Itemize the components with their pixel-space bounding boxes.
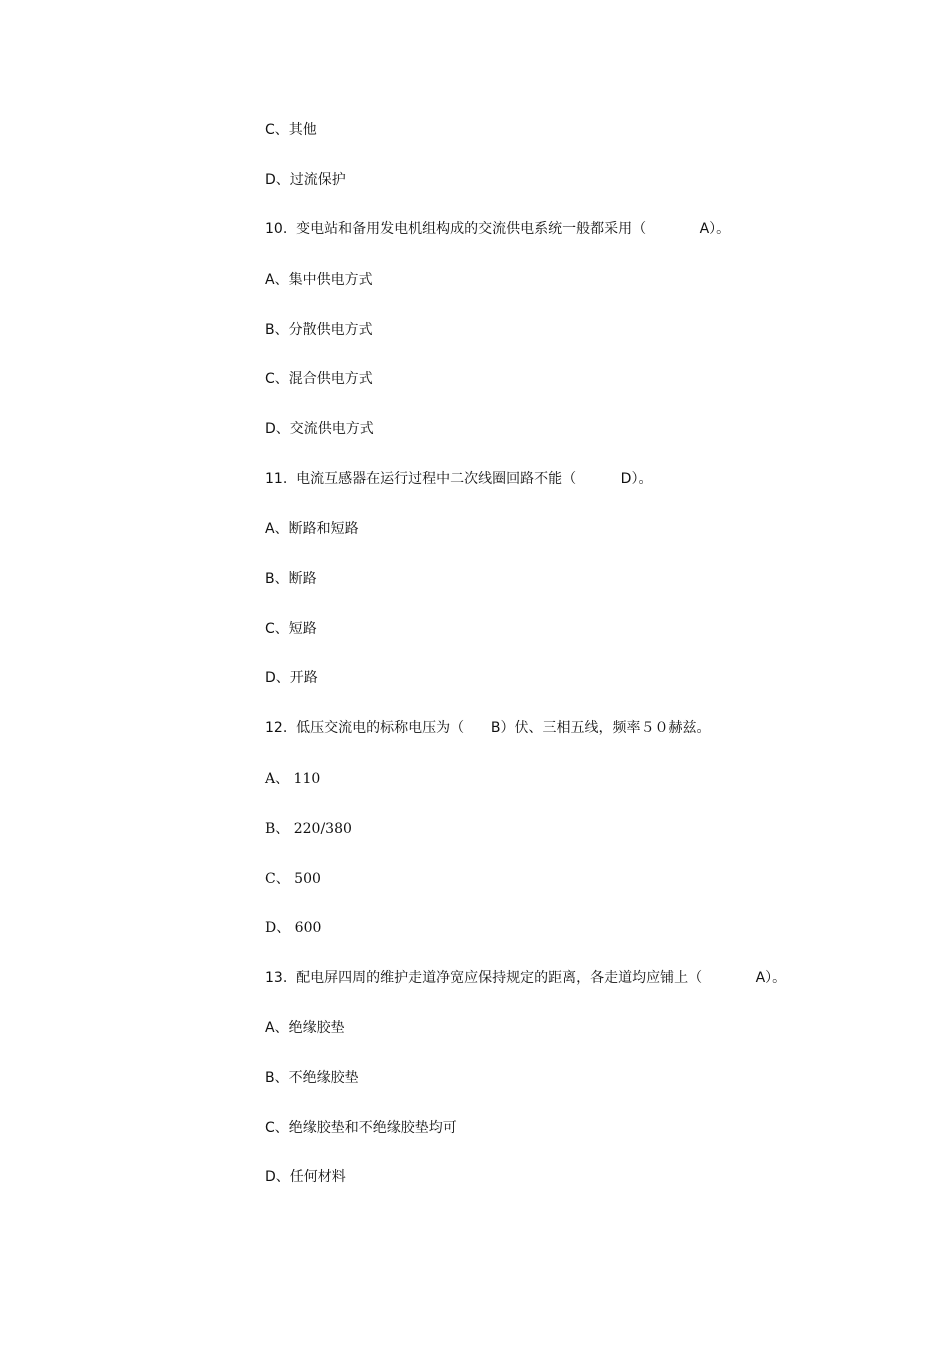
option-13b: B、不绝缘胶垫	[265, 1070, 359, 1086]
option-13c: C、绝缘胶垫和不绝缘胶垫均可	[265, 1120, 457, 1136]
option-10d: D、交流供电方式	[265, 421, 374, 437]
question-13: 13. 配电屏四周的维护走道净宽应保持规定的距离，各走道均应铺上（ A）。	[265, 970, 787, 986]
question-11: 11. 电流互感器在运行过程中二次线圈回路不能（ D）。	[265, 471, 653, 487]
option-11d: D、开路	[265, 670, 318, 686]
question-12: 12. 低压交流电的标称电压为（ B）伏、三相五线，频率５０赫兹。	[265, 720, 711, 736]
option-10a: A、集中供电方式	[265, 272, 373, 288]
option-10b: B、分散供电方式	[265, 322, 373, 338]
option-12a: A、 110	[265, 771, 321, 787]
option-9d: D、过流保护	[265, 172, 346, 188]
option-11a: A、断路和短路	[265, 521, 359, 537]
question-10: 10. 变电站和备用发电机组构成的交流供电系统一般都采用（ A）。	[265, 221, 731, 237]
option-13d: D、任何材料	[265, 1169, 346, 1185]
option-11b: B、断路	[265, 571, 317, 587]
option-12b: B、 220/380	[265, 821, 352, 837]
option-13a: A、绝缘胶垫	[265, 1020, 345, 1036]
option-12c: C、 500	[265, 871, 321, 887]
option-9c: C、其他	[265, 122, 317, 138]
option-11c: C、短路	[265, 621, 317, 637]
option-12d: D、 600	[265, 920, 322, 936]
option-10c: C、混合供电方式	[265, 371, 373, 387]
